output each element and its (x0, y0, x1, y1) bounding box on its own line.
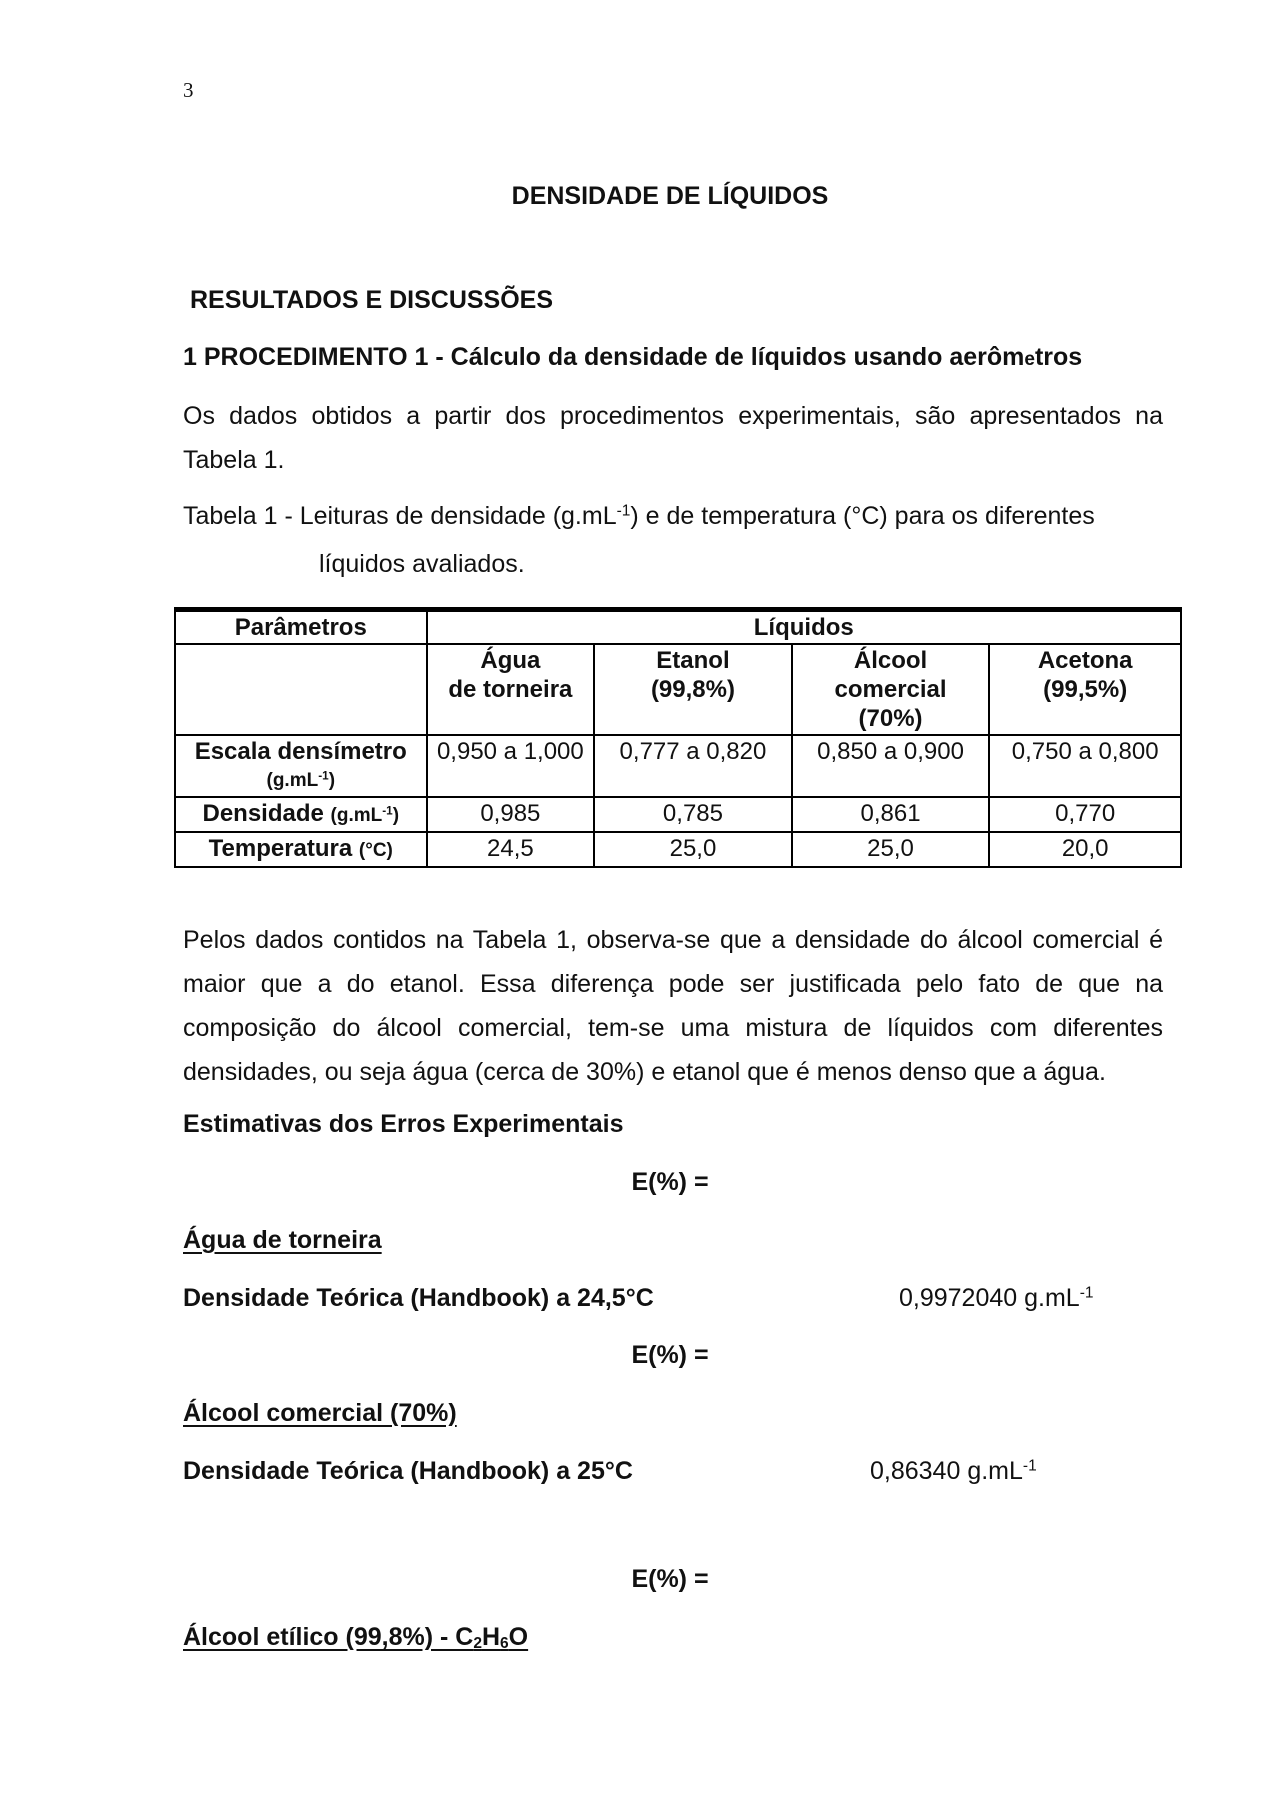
discussion-paragraph: Pelos dados contidos na Tabela 1, observa-se que a densidade do álcool comercial é maior que a do etanol. Essa diferença pode ser justificada pelo fato de que na composição do álcool comercial, tem-se uma mistura de líquidos com diferentes densidades, ou seja água (cerca de 30%) e etanol que é menos denso que a água. (183, 926, 1163, 1086)
table-header-row (175, 610, 1181, 645)
col-header-commercial-alcohol (792, 644, 990, 735)
table-cell: 25,0 (792, 832, 990, 867)
procedure-heading-main: 1 PROCEDIMENTO 1 - Cálculo da densidade de líquidos usando aerôm (183, 343, 1025, 371)
unit-base: (g.mL (330, 805, 383, 826)
procedure-heading (183, 343, 1082, 372)
error-formula-2: E(%) = (631, 1341, 709, 1369)
table-row-scale (175, 735, 1181, 797)
col-header-line: (99,5%) (1043, 676, 1128, 703)
value-text: 0,9972040 g.mL (899, 1284, 1080, 1312)
caption-part1: Tabela 1 - Leituras de densidade (g.mL (183, 502, 617, 530)
table-cell: 25,0 (594, 832, 792, 867)
unit-sup: -1 (382, 804, 393, 818)
table-cell: 0,850 a 0,900 (792, 735, 990, 797)
caption-part2: ) e de temperatura (°C) para os diferentes (630, 502, 1095, 530)
row-label-text: Densidade (202, 800, 324, 827)
water-theoretical-value (899, 1284, 1094, 1313)
row-unit (180, 766, 422, 795)
commercial-alcohol-theoretical-value (870, 1457, 1037, 1486)
table-cell: 0,950 a 1,000 (427, 735, 595, 797)
row-label-density (175, 797, 427, 832)
col-header-line: (99,8%) (650, 676, 735, 703)
document-title: DENSIDADE DE LÍQUIDOS (511, 182, 829, 210)
unit-base: (g.mL (266, 770, 319, 791)
heading-part: H (481, 1623, 501, 1651)
col-header-line: (70%) (858, 705, 923, 732)
section-heading: RESULTADOS E DISCUSSÕES (190, 286, 554, 314)
commercial-alcohol-theoretical-label: Densidade Teórica (Handbook) a 25°C (183, 1457, 633, 1485)
row-label-temperature (175, 832, 427, 867)
liquids-header: Líquidos (427, 610, 1181, 645)
table-cell: 0,785 (594, 797, 792, 832)
caption-sup: -1 (616, 502, 631, 520)
table-cell: 0,770 (989, 797, 1181, 832)
caption-line2: líquidos avaliados. (319, 550, 525, 578)
value-sup: -1 (1079, 1284, 1094, 1302)
col-header-line: Acetona (1037, 647, 1133, 674)
subscript: 6 (500, 1635, 509, 1653)
col-header-line: Água (480, 647, 541, 674)
intro-paragraph: Os dados obtidos a partir dos procedimentos experimentais, são apresentados na Tabela 1. (183, 402, 1163, 474)
procedure-heading-end: tros (1034, 343, 1083, 371)
param-header: Parâmetros (175, 610, 427, 645)
water-theoretical-label: Densidade Teórica (Handbook) a 24,5°C (183, 1284, 654, 1312)
ethyl-alcohol-heading (183, 1623, 528, 1652)
page-number: 3 (183, 78, 194, 102)
col-header-line: comercial (834, 676, 947, 703)
col-header-line: Álcool (853, 647, 928, 674)
errors-heading: Estimativas dos Erros Experimentais (183, 1110, 624, 1138)
water-heading: Água de torneira (183, 1226, 382, 1254)
col-header-acetone (989, 644, 1181, 735)
row-unit (331, 805, 400, 826)
table-cell: 0,777 a 0,820 (594, 735, 792, 797)
table-cell: 24,5 (427, 832, 595, 867)
procedure-heading-small-letter: e (1024, 349, 1035, 370)
commercial-alcohol-heading: Álcool comercial (70%) (183, 1399, 457, 1427)
table-cell: 0,861 (792, 797, 990, 832)
table-subheader-row (175, 644, 1181, 735)
table-cell: 0,985 (427, 797, 595, 832)
col-header-water (427, 644, 595, 735)
error-formula-3: E(%) = (631, 1565, 709, 1593)
heading-part: Álcool etílico (99,8%) - C (183, 1623, 474, 1651)
subscript: 2 (473, 1635, 482, 1653)
row-label-text: Escala densímetro (194, 738, 407, 765)
density-table (174, 607, 1182, 868)
table-cell: 20,0 (989, 832, 1181, 867)
unit-sup: -1 (318, 769, 329, 783)
value-text: 0,86340 g.mL (870, 1457, 1023, 1485)
row-unit: (°C) (358, 840, 393, 861)
table-caption (183, 492, 1163, 588)
row-label-text: Temperatura (208, 835, 353, 862)
heading-part: O (508, 1623, 529, 1651)
col-header-line: de torneira (448, 676, 573, 703)
table-row-density (175, 797, 1181, 832)
col-header-line: Etanol (656, 647, 730, 674)
value-sup: -1 (1022, 1457, 1037, 1475)
table-cell: 0,750 a 0,800 (989, 735, 1181, 797)
error-formula-1: E(%) = (631, 1168, 709, 1196)
row-label-scale (175, 735, 427, 797)
col-header-ethanol (594, 644, 792, 735)
table-row-temperature (175, 832, 1181, 867)
unit-end: ) (328, 770, 336, 791)
empty-cell (175, 644, 427, 735)
unit-end: ) (392, 805, 400, 826)
